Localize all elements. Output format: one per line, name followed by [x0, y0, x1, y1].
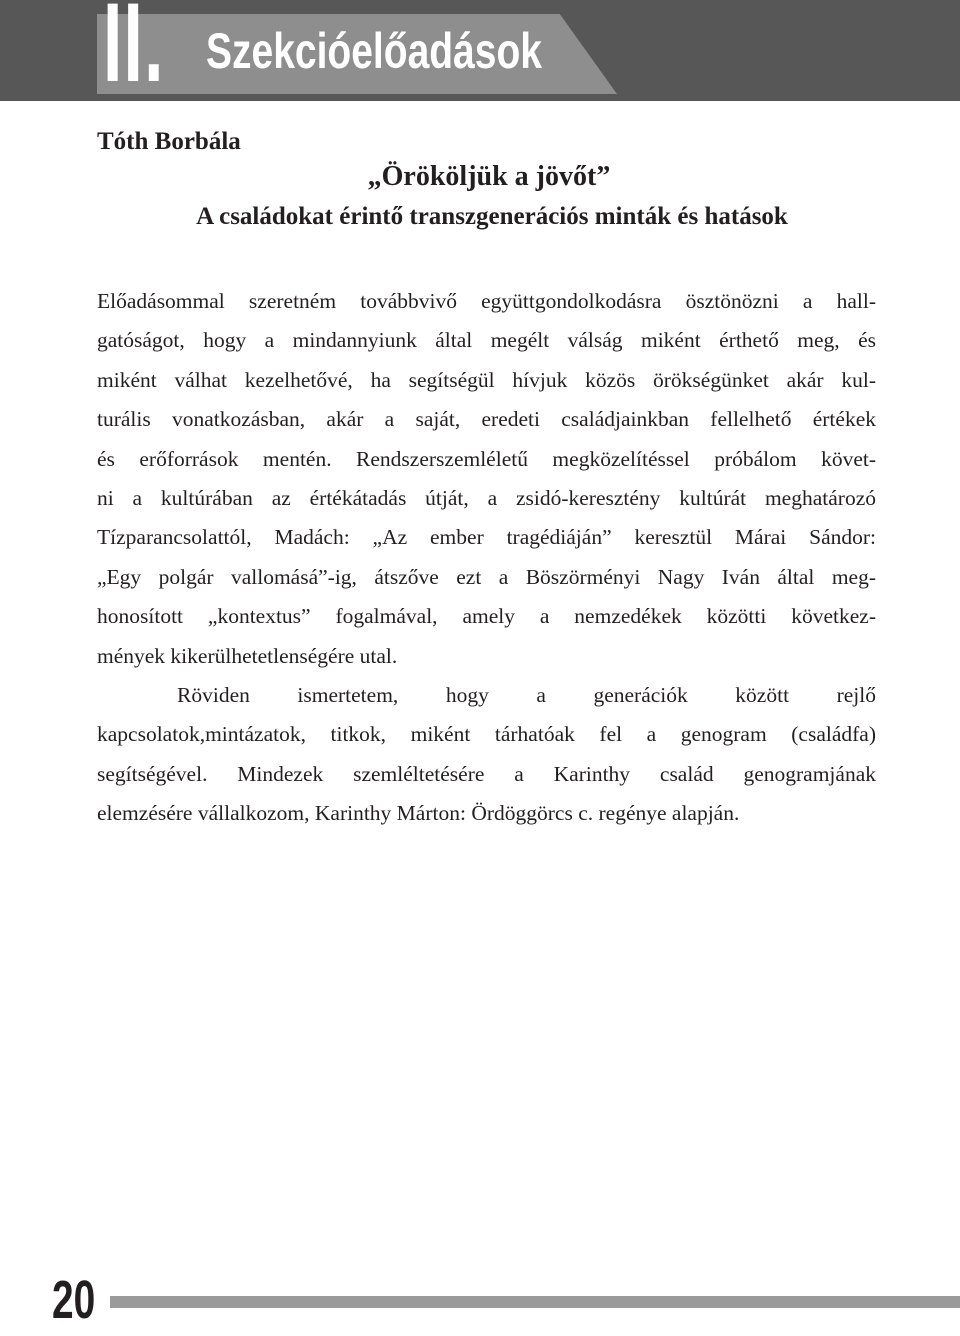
text-line: ni a kultúrában az értékátadás útját, a zsidó-keresztény kultúrát meghatározó	[97, 485, 876, 510]
text-line: Tízparancsolattól, Madách: „Az ember tragédiáján” keresztül Márai Sándor:	[97, 525, 876, 550]
chapter-number: II.	[103, 0, 165, 105]
text-line: miként válhat kezelhetővé, ha segítségül hívjuk közös örökségünket akár kul-	[97, 367, 876, 392]
text-line: turális vonatkozásban, akár a saját, eredeti családjainkban fellelhető értékek	[97, 407, 876, 432]
paragraph-2	[97, 676, 876, 834]
text-line: gatóságot, hogy a mindannyiunk által megélt válság miként érthető meg, és	[97, 328, 876, 353]
author-name: Tóth Borbála	[97, 128, 241, 155]
page-number: 20	[52, 1270, 96, 1330]
text-line: elemzésére vállalkozom, Karinthy Márton: Ördöggörcs c. regénye alapján.	[97, 801, 740, 826]
text-line: és erőforrások mentén. Rendszerszemléletű megközelítéssel próbálom követ-	[97, 446, 876, 471]
text-line: „Egy polgár vallomásá”-ig, átszőve ezt a Böszörményi Nagy Iván által meg-	[97, 564, 876, 589]
paragraph-1	[97, 282, 876, 676]
text-line: segítségével. Mindezek szemléltetésére a Karinthy család genogramjának	[97, 761, 876, 786]
article-title: „Örököljük a jövőt”	[367, 161, 611, 192]
text-line: kapcsolatok,mintázatok, titkok, miként tárhatóak fel a genogram (családfa)	[97, 722, 876, 747]
abstract-body	[97, 282, 876, 833]
article-subtitle: A családokat érintő transzgenerációs minták és hatások	[196, 203, 788, 230]
text-line: Röviden ismertetem, hogy a generációk között rejlő	[177, 682, 876, 707]
text-line: honosított „kontextus” fogalmával, amely a nemzedékek közötti következ-	[97, 604, 876, 629]
text-line: Előadásommal szeretném továbbvivő együttgondolkodásra ösztönözni a hall-	[97, 289, 876, 313]
chapter-title: Szekcióelőadások	[206, 23, 542, 79]
footer-rule	[110, 1296, 960, 1308]
text-line: mények kikerülhetetlenségére utal.	[97, 643, 398, 668]
